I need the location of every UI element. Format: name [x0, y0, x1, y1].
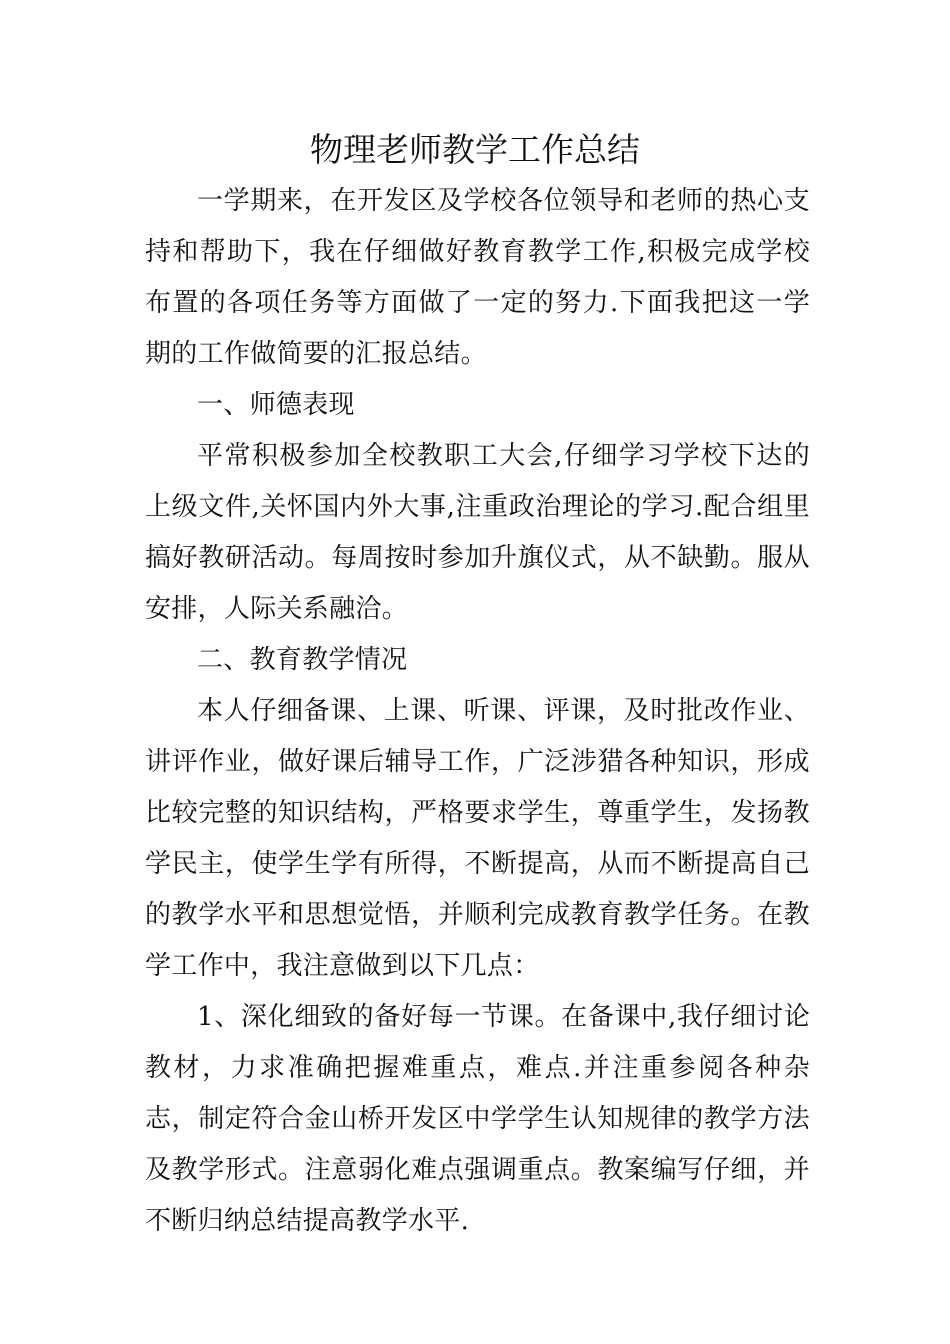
section-heading-ethics: 一、师德表现: [197, 390, 355, 420]
document-body: [145, 176, 810, 1247]
lesson-prep-paragraph: 1、深化细致的备好每一节课。在备课中,我仔细讨论教材，力求准确把握难重点，难点.并注重参阅各种杂志，制定符合金山桥开发区中学学生认知规律的教学方法及教学形式。注意弱化难点强调重点。教案编写仔细，并不断归纳总结提高教学水平.: [145, 1002, 810, 1236]
ethics-paragraph: 平常积极参加全校教职工大会,仔细学习学校下达的上级文件,关怀国内外大事,注重政治理论的学习.配合组里搞好教研活动。每周按时参加升旗仪式，从不缺勤。服从安排，人际关系融洽。: [145, 441, 810, 624]
document-title: 物理老师教学工作总结: [310, 130, 640, 169]
teaching-paragraph: 本人仔细备课、上课、听课、评课，及时批改作业、讲评作业，做好课后辅导工作，广泛涉猎各种知识，形成比较完整的知识结构，严格要求学生，尊重学生，发扬教学民主，使学生学有所得，不断提高，从而不断提高自己的教学水平和思想觉悟，并顺利完成教育教学任务。在教学工作中，我注意做到以下几点：: [145, 696, 810, 981]
section-heading-teaching: 二、教育教学情况: [197, 645, 408, 675]
intro-paragraph: 一学期来，在开发区及学校各位领导和老师的热心支持和帮助下，我在仔细做好教育教学工作,积极完成学校布置的各项任务等方面做了一定的努力.下面我把这一学期的工作做简要的汇报总结。: [145, 186, 810, 369]
